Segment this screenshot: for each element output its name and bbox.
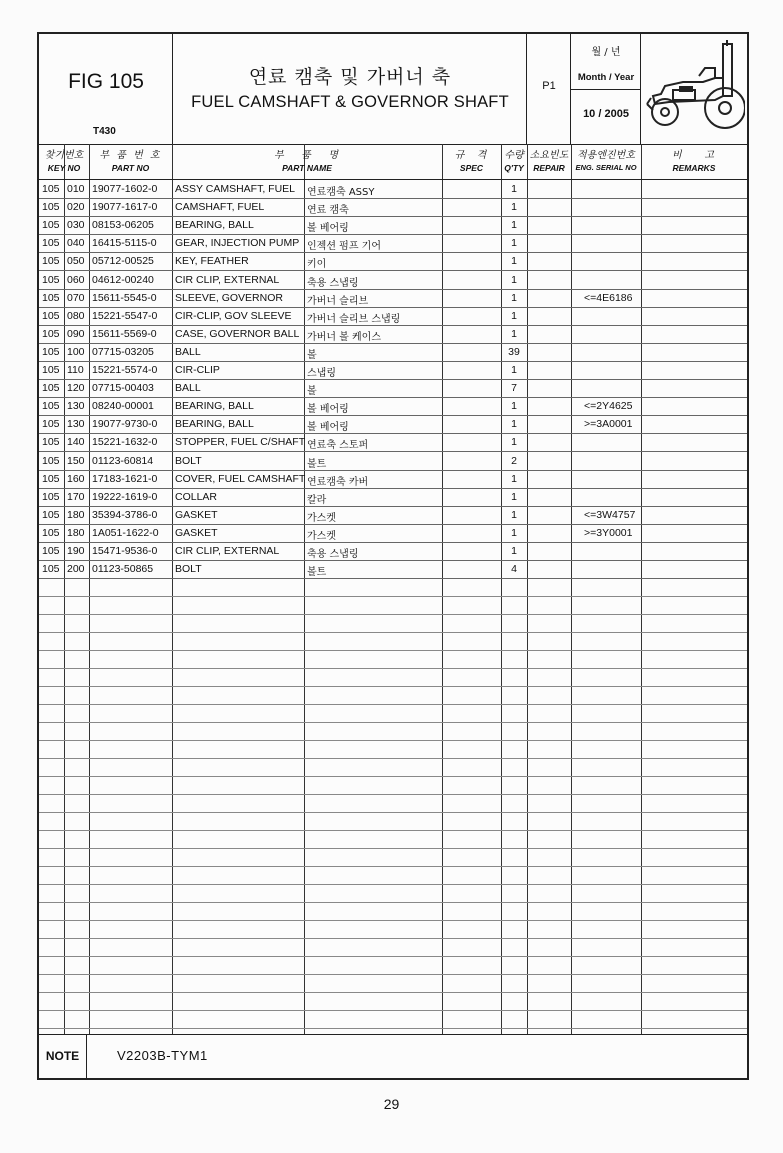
table-row [39,542,747,561]
part-number-cell: 15221-5547-0 [92,309,158,322]
part-name-en-cell: SLEEVE, GOVERNOR [175,291,283,304]
quantity-cell: 1 [511,291,517,304]
key-prefix-cell: 105 [42,563,60,576]
part-name-en-cell: CIR CLIP, EXTERNAL [175,273,280,286]
part-name-ko-cell: 키이 [307,259,327,271]
part-name-ko-cell: 축용 스냅링 [307,549,359,560]
date-label-box [571,34,641,90]
quantity-cell: 1 [511,472,517,485]
quantity-cell: 1 [511,545,517,557]
part-number-cell: 08153-06205 [92,219,154,232]
part-name-ko-cell: 볼트 [307,567,327,579]
header-spec-en: SPEC [459,163,484,173]
quantity-cell: 1 [511,490,517,503]
part-name-ko-cell: 볼 [307,386,317,398]
key-number-cell: 190 [67,545,85,557]
note-label: NOTE [39,1034,87,1078]
header-eng-serial-ko: 적용엔진번호 [577,150,635,161]
part-name-en-cell: BEARING, BALL [175,400,254,413]
part-name-en-cell: STOPPER, FUEL C/SHAFT [175,436,306,449]
table-row [39,560,747,579]
key-number-cell: 110 [67,364,84,376]
quantity-cell: 1 [511,508,517,521]
part-name-ko-cell: 축용 스냅링 [307,277,359,289]
key-prefix-cell: 105 [42,382,60,395]
table-row [39,271,747,290]
part-number-cell: 1A051-1622-0 [92,526,159,539]
key-number-cell: 040 [67,237,85,250]
part-name-en-cell: COVER, FUEL CAMSHAFT [175,472,306,485]
key-prefix-cell: 105 [42,400,60,413]
date-cell [571,34,641,144]
table-row [39,343,747,362]
header-remarks-en: REMARKS [672,163,716,173]
part-number-cell: 16415-5115-0 [92,237,157,250]
part-number-cell: 01123-60814 [92,454,154,467]
key-number-cell: 050 [67,255,85,268]
header-repair-en: REPAIR [533,163,565,173]
part-name-en-cell: BEARING, BALL [175,418,254,431]
part-name-ko-cell: 인젝션 펌프 기어 [307,241,381,253]
part-name-en-cell: COLLAR [175,490,218,503]
part-name-ko-cell: 가버너 볼 케이스 [307,331,381,343]
date-label-english: Month / Year [577,72,635,83]
key-number-cell: 170 [67,490,85,503]
key-number-cell: 180 [67,526,85,539]
part-number-cell: 04612-00240 [92,273,154,286]
part-name-ko-cell: 볼 베어링 [307,223,349,235]
part-name-en-cell: BALL [175,345,201,358]
part-number-cell: 19077-1602-0 [92,183,158,195]
table-row [39,234,747,253]
key-number-cell: 130 [67,418,85,431]
key-number-cell: 120 [67,382,85,395]
key-prefix-cell: 105 [42,345,60,358]
figure-label: FIG 105 [68,70,144,93]
empty-row-line [39,686,747,687]
part-name-ko-cell: 가스켓 [307,512,336,524]
header-part-name-ko: 부 품 명 [273,150,341,161]
key-number-cell: 160 [67,472,85,485]
empty-row-line [39,794,747,795]
empty-row-line [39,1028,747,1029]
part-name-en-cell: CIR-CLIP [175,364,220,376]
empty-row-line [39,596,747,597]
table-row [39,470,747,489]
empty-row-line [39,704,747,705]
key-prefix-cell: 105 [42,219,60,232]
part-name-ko-cell: 볼 베어링 [307,404,349,416]
parts-table [39,144,747,1035]
table-row [39,325,747,344]
part-number-cell: 19077-1617-0 [92,201,158,214]
part-name-en-cell: KEY, FEATHER [175,255,249,268]
empty-row-line [39,722,747,723]
key-prefix-cell: 105 [42,508,60,521]
table-row [39,506,747,525]
part-name-en-cell: ASSY CAMSHAFT, FUEL [175,183,296,195]
quantity-cell: 1 [511,327,517,340]
engine-serial-cell: <=3W4757 [584,508,636,521]
quantity-cell: 2 [511,454,517,467]
quantity-cell: 1 [511,201,517,214]
empty-row-line [39,668,747,669]
empty-row-line [39,884,747,885]
empty-row-line [39,848,747,849]
table-row [39,524,747,543]
key-prefix-cell: 105 [42,201,60,214]
title-korean: 연료 캠축 및 가버너 축 [248,66,452,88]
part-name-ko-cell: 볼 [307,349,317,361]
quantity-cell: 1 [511,273,517,286]
date-label-korean: 월 / 년 [591,47,621,58]
part-number-cell: 19222-1619-0 [92,490,158,503]
empty-row-line [39,920,747,921]
engine-serial-cell: <=4E6186 [584,291,633,304]
key-prefix-cell: 105 [42,490,60,503]
part-number-cell: 17183-1621-0 [92,472,158,485]
image-cell [641,34,747,144]
header-key-ko: 찾기번호 [44,150,84,161]
header-part-no-ko: 부 품 번 호 [99,150,162,161]
note-section [39,1034,747,1078]
table-row [39,198,747,217]
part-name-ko-cell: 볼 베어링 [307,422,349,434]
key-prefix-cell: 105 [42,436,60,449]
table-row [39,180,747,199]
tractor-icon [643,38,745,138]
quantity-cell: 1 [511,219,517,232]
part-name-en-cell: GASKET [175,526,218,539]
part-name-en-cell: BOLT [175,563,202,576]
empty-row-line [39,956,747,957]
key-number-cell: 020 [67,201,85,214]
part-name-ko-cell: 스냅링 [307,368,336,379]
table-row [39,289,747,308]
header-part-name-en: PART NAME [282,163,332,173]
sheet-header [39,34,747,145]
key-number-cell: 080 [67,309,85,322]
title-cell [173,34,527,144]
key-number-cell: 030 [67,219,85,232]
engine-serial-cell: >=3A0001 [584,418,633,431]
table-row [39,216,747,235]
table-row [39,307,747,326]
quantity-cell: 7 [511,382,517,395]
quantity-cell: 1 [511,526,517,539]
key-number-cell: 180 [67,508,85,521]
table-row [39,397,747,416]
key-prefix-cell: 105 [42,364,60,376]
header-remarks-ko: 비 고 [671,150,717,161]
empty-row-line [39,812,747,813]
empty-row-line [39,758,747,759]
empty-row-line [39,938,747,939]
key-prefix-cell: 105 [42,237,60,250]
column-headers [39,144,747,180]
part-number-cell: 08240-00001 [92,400,154,413]
table-row [39,361,747,380]
quantity-cell: 1 [511,418,517,431]
key-prefix-cell: 105 [42,454,60,467]
part-name-en-cell: CIR-CLIP, GOV SLEEVE [175,309,292,322]
key-prefix-cell: 105 [42,526,60,539]
table-row [39,452,747,471]
part-name-ko-cell: 가스켓 [307,530,336,542]
part-name-ko-cell: 연료축 스토퍼 [307,440,369,452]
quantity-cell: 1 [511,400,517,413]
empty-row-line [39,902,747,903]
quantity-cell: 1 [511,237,517,250]
key-number-cell: 150 [67,454,85,467]
quantity-cell: 39 [508,345,520,358]
key-prefix-cell: 105 [42,255,60,268]
table-row [39,252,747,271]
part-name-ko-cell: 칼라 [307,494,327,506]
empty-row-line [39,866,747,867]
engine-serial-cell: >=3Y0001 [584,526,633,539]
model-label: T430 [93,126,116,137]
part-name-ko-cell: 연료캠축 ASSY [307,187,375,198]
part-name-en-cell: GASKET [175,508,218,521]
key-prefix-cell: 105 [42,291,60,304]
part-number-cell: 15471-9536-0 [92,545,158,557]
empty-row-line [39,614,747,615]
header-eng-serial-en: ENG. SERIAL NO [575,163,637,172]
key-number-cell: 070 [67,291,85,304]
part-number-cell: 19077-9730-0 [92,418,158,431]
part-number-cell: 15221-5574-0 [92,364,158,376]
part-number-cell: 15611-5545-0 [92,291,157,304]
parts-sheet [37,32,749,1080]
part-number-cell: 15611-5569-0 [92,327,157,340]
part-name-ko-cell: 볼트 [307,458,327,470]
key-number-cell: 130 [67,400,85,413]
part-name-ko-cell: 연료캠축 카버 [307,476,369,488]
part-name-en-cell: CAMSHAFT, FUEL [175,201,265,214]
key-number-cell: 090 [67,327,85,340]
key-number-cell: 200 [67,563,85,576]
part-number-cell: 35394-3786-0 [92,508,158,521]
part-name-en-cell: BEARING, BALL [175,219,254,232]
quantity-cell: 1 [511,364,517,376]
key-number-cell: 060 [67,273,85,286]
header-qty-en: Q'TY [504,163,524,173]
empty-row-line [39,974,747,975]
key-prefix-cell: 105 [42,273,60,286]
part-name-en-cell: CASE, GOVERNOR BALL [175,327,300,340]
part-number-cell: 07715-03205 [92,345,154,358]
table-row [39,433,747,452]
empty-row-line [39,632,747,633]
empty-row-line [39,740,747,741]
quantity-cell: 1 [511,255,517,268]
engine-serial-cell: <=2Y4625 [584,400,633,413]
part-number-cell: 01123-50865 [92,563,154,576]
quantity-cell: 1 [511,183,517,195]
empty-row-line [39,830,747,831]
empty-row-line [39,1010,747,1011]
header-repair-ko: 소요빈도 [529,150,569,161]
part-number-cell: 15221-1632-0 [92,436,158,449]
key-prefix-cell: 105 [42,183,60,195]
header-qty-ko: 수량 [504,150,524,161]
key-number-cell: 140 [67,436,85,449]
key-prefix-cell: 105 [42,472,60,485]
quantity-cell: 1 [511,309,517,322]
quantity-cell: 4 [511,563,517,576]
part-number-cell: 05712-00525 [92,255,154,268]
page-cell [527,34,571,144]
key-number-cell: 010 [67,183,85,195]
key-number-cell: 100 [67,345,85,358]
table-row [39,488,747,507]
header-part-no-en: PART NO [111,163,150,173]
date-value: 10 / 2005 [583,108,629,120]
part-name-en-cell: GEAR, INJECTION PUMP [175,237,300,250]
part-name-ko-cell: 가버너 슬리브 [307,295,369,307]
title-english: FUEL CAMSHAFT & GOVERNOR SHAFT [191,93,509,111]
quantity-cell: 1 [511,436,517,449]
header-spec-ko: 규 격 [454,150,489,161]
table-row [39,379,747,398]
part-name-en-cell: BALL [175,382,201,395]
part-number-cell: 07715-00403 [92,382,154,395]
part-name-en-cell: CIR CLIP, EXTERNAL [175,545,280,557]
empty-row-line [39,776,747,777]
figure-cell [39,34,173,144]
key-prefix-cell: 105 [42,327,60,340]
empty-row-line [39,650,747,651]
key-prefix-cell: 105 [42,309,60,322]
page-label: P1 [542,80,556,92]
note-text: V2203B-TYM1 [117,1048,208,1063]
key-prefix-cell: 105 [42,545,60,557]
part-name-ko-cell: 연료 캠축 [307,205,349,217]
part-name-en-cell: BOLT [175,454,202,467]
header-key-en: KEY NO [47,163,81,173]
table-row [39,415,747,434]
empty-row-line [39,992,747,993]
key-prefix-cell: 105 [42,418,60,431]
page-number: 29 [383,1096,400,1112]
part-name-ko-cell: 가버너 슬리브 스냅링 [307,313,401,325]
